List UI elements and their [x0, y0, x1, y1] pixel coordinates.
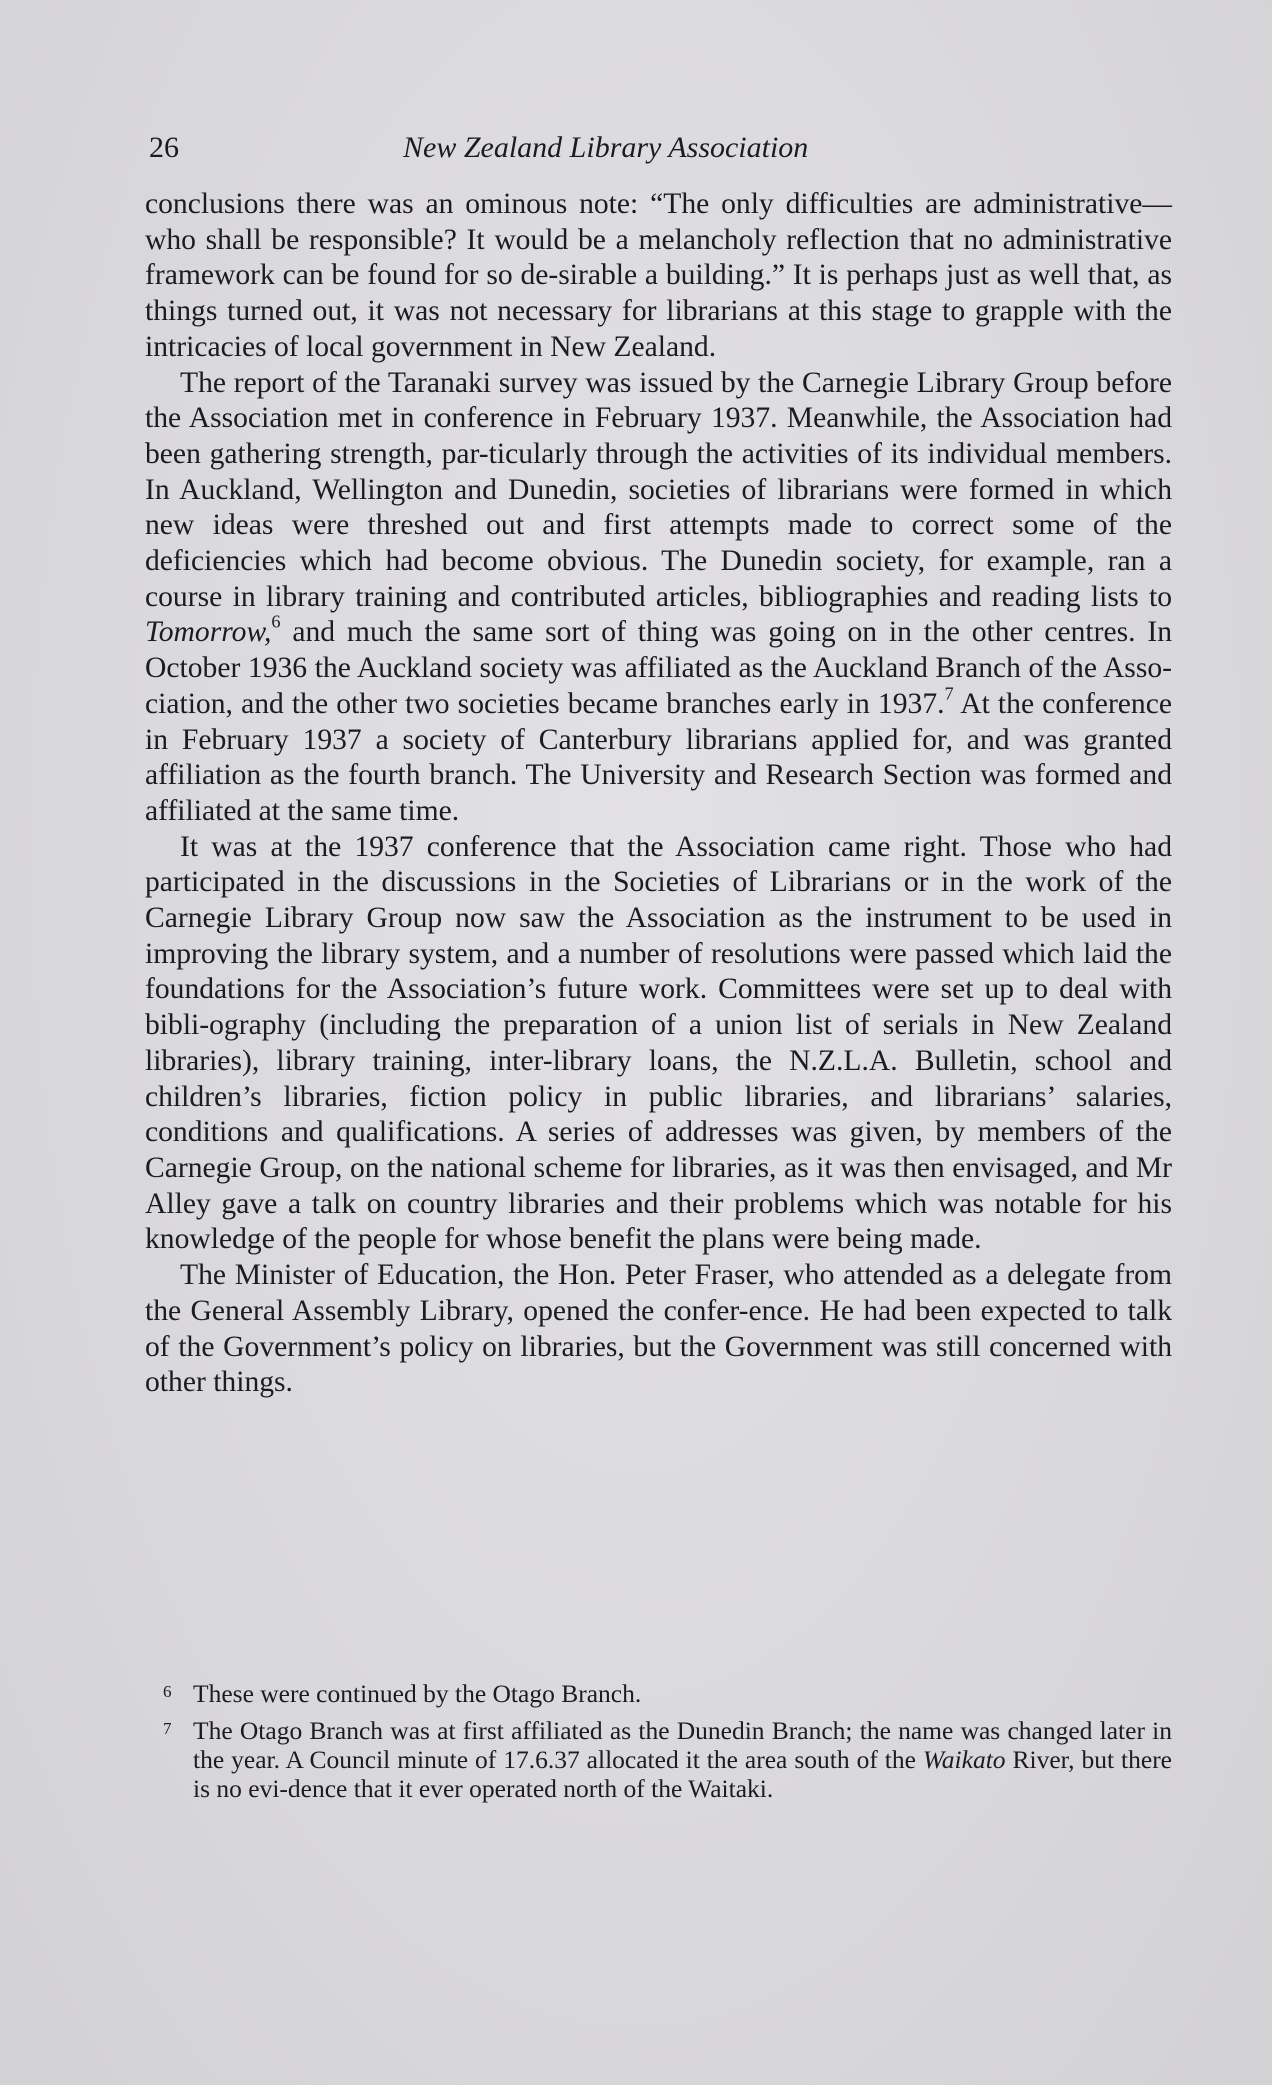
footnote-7	[145, 1716, 1172, 1803]
tomorrow-title: Tomorrow,	[145, 616, 272, 649]
paragraph-2	[145, 366, 1172, 830]
paragraph-3: It was at the 1937 conference that the Association came right. Those who had participated in the discussions in the Societies of Librarians or in the work of the Carnegie Library Group now saw the Association as the instrument to be used in improving the library system, and a number of resolutions were passed which laid the foundations for the Association’s future work. Committees were set up to deal with bibli-ography (including the preparation of a union list of serials in New Zealand libraries), library training, inter-library loans, the N.Z.L.A. Bulletin, school and children’s libraries, fiction policy in public libraries, and librarians’ salaries, conditions and qualifications. A series of addresses was given, by members of the Carnegie Group, on the national scheme for libraries, as it was then envisaged, and Mr Alley gave a talk on country libraries and their problems which was notable for his knowledge of the people for whose benefit the plans were being made.	[145, 830, 1172, 1256]
footnote-6-text: These were continued by the Otago Branch.	[193, 1679, 642, 1708]
paragraph-2-text-c: At the conference in February 1937 a society of Canterbury librarians applied for, and was granted affiliation as the fourth branch. The University and Research Section was formed and affiliated at the same time.	[145, 687, 1172, 827]
footnote-6	[145, 1679, 1172, 1708]
footnote-ref-7: 7	[944, 683, 954, 704]
footnote-7-text-b: River, but there is no evi-dence that it ever operated north of the Waitaki.	[193, 1745, 1173, 1803]
page-number: 26	[149, 131, 179, 164]
footnote-7-text-a: The Otago Branch was at first affiliated as the Dunedin Branch; the name was changed later in the year. A Council minute of 17.6.37 allocated it the area south of the	[193, 1716, 1172, 1774]
paragraph-1: conclusions there was an ominous note: “The only difficulties are administrative—who shall be responsible? It would be a melancholy reflection that no administrative framework can be found for so de-sirable a building.” It is perhaps just as well that, as things turned out, it was not necessary for librarians at this stage to grapple with the intricacies of local government in New Zealand.	[145, 188, 1172, 363]
journal-title: New Zealand Library Association	[403, 131, 809, 164]
footnote-mark-6: 6	[163, 1682, 172, 1701]
paragraph-2-text-a: The report of the Taranaki survey was issued by the Carnegie Library Group before the Association met in conference in February 1937. Meanwhile, the Association had been gathering strength, par-ticularly through the activities of its individual members. In Auckland, Wellington and Dunedin, societies of librarians were formed in which new ideas were threshed out and first attempts made to correct some of the deficiencies which had become obvious. The Dunedin society, for example, ran a course in library training and contributed articles, bibliographies and reading lists to	[145, 366, 1172, 613]
paragraph-4: The Minister of Education, the Hon. Peter Fraser, who attended as a delegate from the General Assembly Library, opened the confer-ence. He had been expected to talk of the Government’s policy on libraries, but the Government was still concerned with other things.	[145, 1259, 1172, 1399]
waikato-italic: Waikato	[922, 1745, 1006, 1774]
footnotes	[145, 1679, 1172, 1811]
running-head	[145, 128, 1172, 168]
footnote-ref-6: 6	[271, 611, 281, 632]
body-text	[145, 187, 1172, 1401]
footnote-mark-7: 7	[163, 1719, 172, 1738]
paragraph-2-text-b: and much the same sort of thing was going on in the other centres. In October 1936 the Auckland society was affiliated as the Auckland Branch of the Asso-ciation, and the other two societies became branches early in 1937.	[145, 616, 1172, 720]
